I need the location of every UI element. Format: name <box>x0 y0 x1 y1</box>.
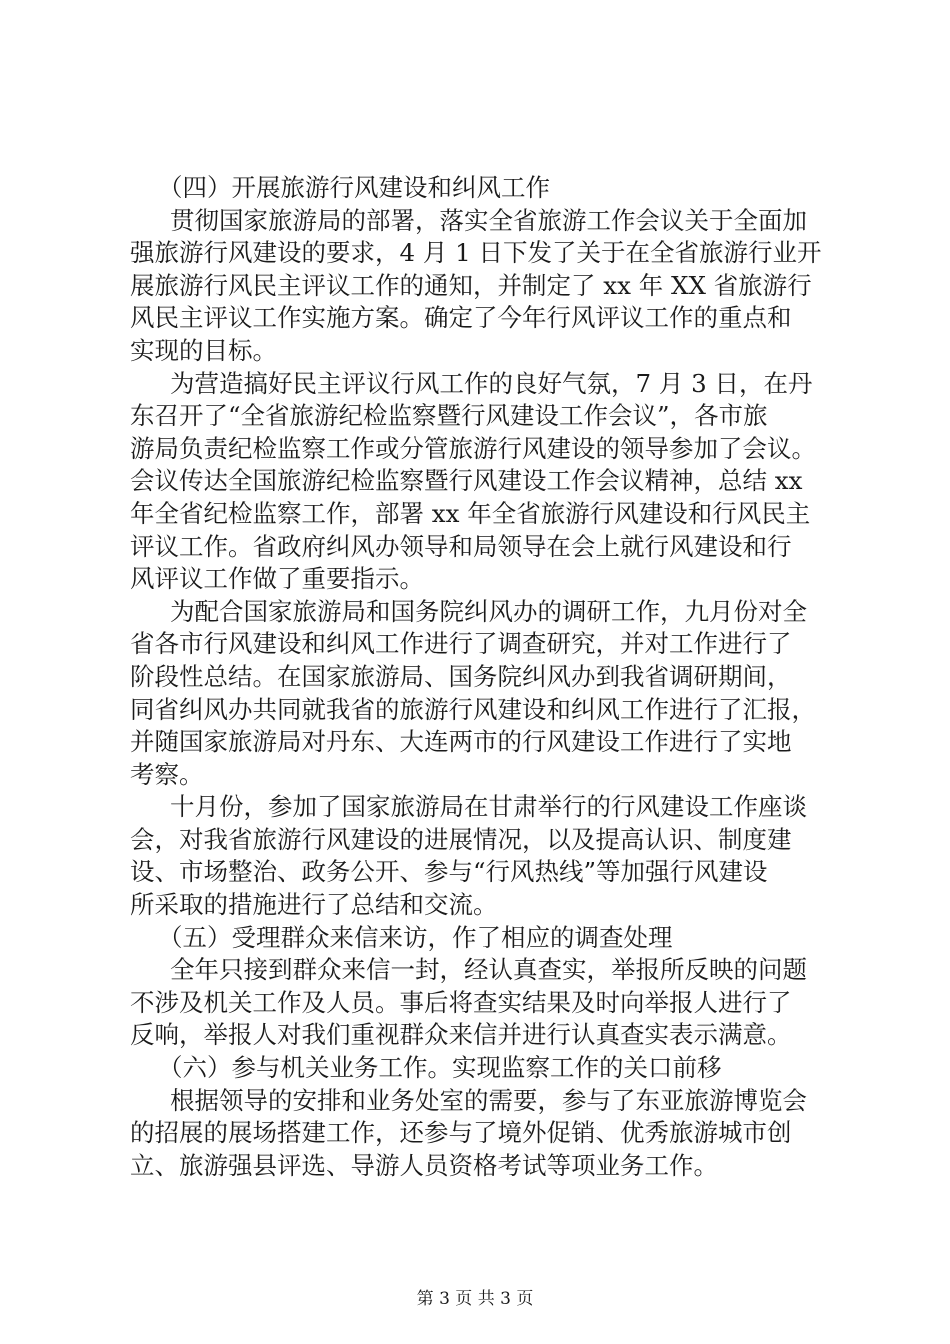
paragraph-line: 并随国家旅游局对丹东、大连两市的行风建设工作进行了实地 <box>130 727 792 757</box>
document-body <box>130 172 838 1182</box>
paragraph-line: 风民主评议工作实施方案。确定了今年行风评议工作的重点和 <box>130 303 792 333</box>
paragraph-line: 省各市行风建设和纠风工作进行了调查研究，并对工作进行了 <box>130 629 792 659</box>
paragraph-line: 贯彻国家旅游局的部署，落实全省旅游工作会议关于全面加 <box>170 205 807 235</box>
paragraph-line: 不涉及机关工作及人员。事后将查实结果及时向举报人进行了 <box>130 987 792 1017</box>
paragraph-line: 风评议工作做了重要指示。 <box>130 564 424 594</box>
paragraph-line: 反响，举报人对我们重视群众来信并进行认真查实表示满意。 <box>130 1020 792 1050</box>
paragraph-line: 为营造搞好民主评议行风工作的良好气氛，7 月 3 日，在丹 <box>170 368 813 398</box>
paragraph-line: 的招展的展场搭建工作，还参与了境外促销、优秀旅游城市创 <box>130 1118 792 1148</box>
section-heading: （六）参与机关业务工作。实现监察工作的关口前移 <box>158 1053 722 1083</box>
paragraph-line: 实现的目标。 <box>130 335 277 365</box>
paragraph-line: 东召开了“全省旅游纪检监察暨行风建设工作会议”，各市旅 <box>130 401 768 431</box>
paragraph-line: 立、旅游强县评选、导游人员资格考试等项业务工作。 <box>130 1150 718 1180</box>
paragraph-line: 评议工作。省政府纠风办领导和局领导在会上就行风建设和行 <box>130 531 792 561</box>
paragraph-line: 为配合国家旅游局和国务院纠风办的调研工作，九月份对全 <box>170 596 807 626</box>
paragraph-line: 阶段性总结。在国家旅游局、国务院纠风办到我省调研期间， <box>130 661 792 691</box>
paragraph-line: 游局负责纪检监察工作或分管旅游行风建设的领导参加了会议。 <box>130 433 816 463</box>
section-heading: （五）受理群众来信来访，作了相应的调查处理 <box>158 922 673 952</box>
paragraph-line: 会，对我省旅游行风建设的进展情况，以及提高认识、制度建 <box>130 824 792 854</box>
paragraph-line: 展旅游行风民主评议工作的通知，并制定了 xx 年 XX 省旅游行 <box>130 270 812 300</box>
paragraph-line: 设、市场整治、政务公开、参与“行风热线”等加强行风建设 <box>130 857 768 887</box>
paragraph-line: 考察。 <box>130 759 204 789</box>
paragraph-line: 会议传达全国旅游纪检监察暨行风建设工作会议精神，总结 xx <box>130 466 803 496</box>
paragraph-line: 强旅游行风建设的要求，4 月 1 日下发了关于在全省旅游行业开 <box>130 238 822 268</box>
section-heading: （四）开展旅游行风建设和纠风工作 <box>158 173 550 202</box>
paragraph-line: 所采取的措施进行了总结和交流。 <box>130 890 498 920</box>
paragraph-line: 全年只接到群众来信一封，经认真查实，举报所反映的问题 <box>170 955 807 985</box>
page-footer: 第 3 页 共 3 页 <box>416 1289 534 1309</box>
paragraph-line: 同省纠风办共同就我省的旅游行风建设和纠风工作进行了汇报， <box>130 694 816 724</box>
paragraph-line: 十月份，参加了国家旅游局在甘肃举行的行风建设工作座谈 <box>170 792 807 822</box>
paragraph-line: 年全省纪检监察工作，部署 xx 年全省旅游行风建设和行风民主 <box>130 498 811 528</box>
paragraph-line: 根据领导的安排和业务处室的需要，参与了东亚旅游博览会 <box>170 1085 807 1115</box>
